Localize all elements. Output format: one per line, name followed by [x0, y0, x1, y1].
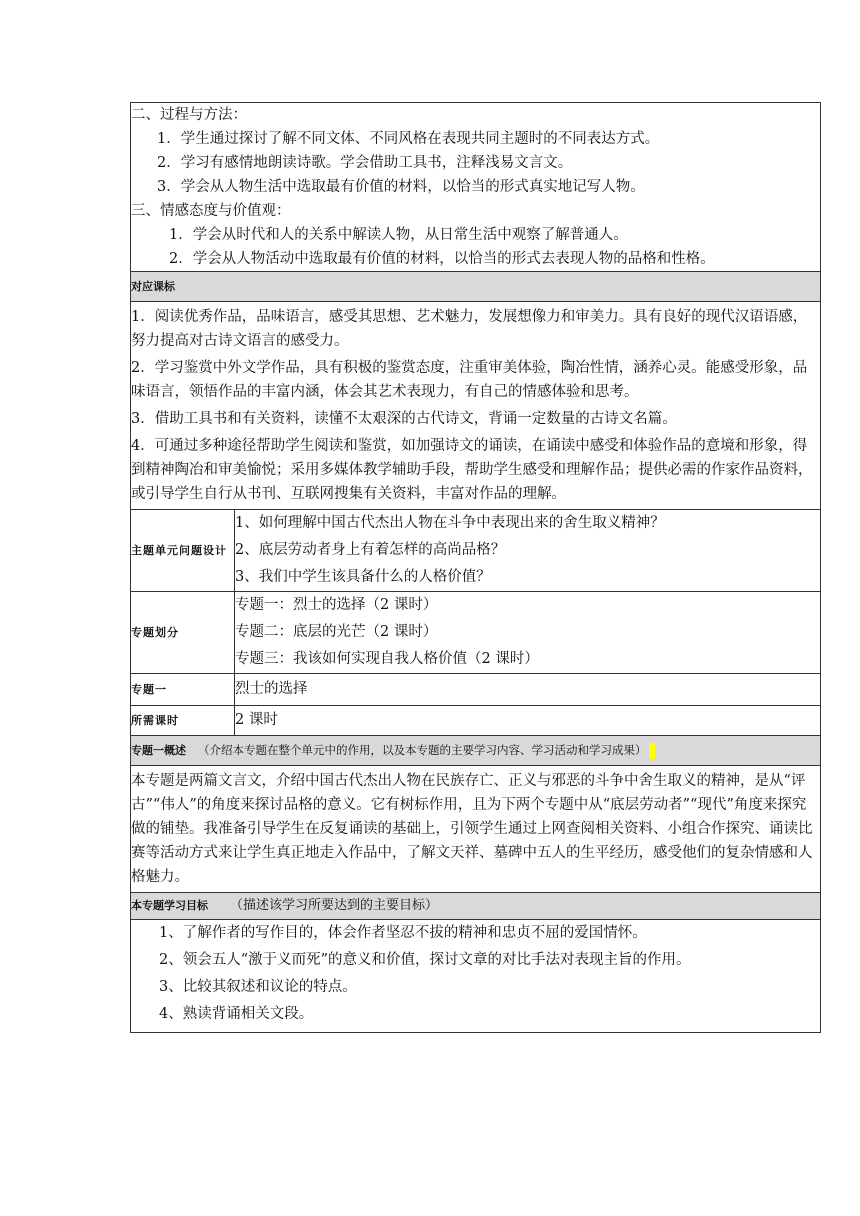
- objectives-row: [131, 920, 821, 1033]
- goals-row: [131, 103, 821, 272]
- topic-one-label: 专题一: [131, 674, 235, 706]
- question-item: 3、我们中学生该具备什么的人格价值？: [235, 569, 491, 585]
- lesson-plan-page: [130, 102, 821, 1033]
- process-heading: 二、过程与方法：: [131, 107, 247, 123]
- standard-item: 2．学习鉴赏中外文学作品，具有积极的鉴赏态度，注重审美体验，陶冶性情，涵养心灵。能感受形象，品味语言，领悟作品的丰富内涵，体会其艺术表现力，有自己的情感体验和思考。: [131, 360, 808, 400]
- topic-one-value: 烈士的选择: [235, 674, 821, 706]
- lesson-plan-table: [130, 102, 821, 1033]
- objective-item: 3、比较其叙述和议论的特点。: [159, 979, 357, 995]
- objective-item: 2、领会五人“激于义而死”的意义和价值，探讨文章的对比手法对表现主旨的作用。: [159, 952, 691, 968]
- goals-cell: [131, 103, 821, 272]
- question-item: 2、底层劳动者身上有着怎样的高尚品格？: [235, 542, 506, 558]
- objectives-header-row: [131, 893, 821, 920]
- standards-header: 对应课标: [131, 272, 821, 302]
- unit-questions-label: 主题单元问题设计: [131, 510, 235, 592]
- topic-division-row: [131, 592, 821, 674]
- overview-header-row: [131, 736, 821, 766]
- emotion-item: 1．学会从时代和人的关系中解读人物，从日常生活中观察了解普通人。: [169, 227, 628, 243]
- overview-note: （介绍本专题在整个单元中的作用，以及本专题的主要学习内容、学习活动和学习成果）: [198, 743, 647, 757]
- overview-text: 本专题是两篇文言文，介绍中国古代杰出人物在民族存亡、正义与邪恶的斗争中舍生取义的精神，是从“评古”“伟人”的角度来探讨品格的意义。它有树标作用，且为下两个专题中从“底层劳动者”“现代”角度来探究做的铺垫。我准备引导学生在反复诵读的基础上，引领学生通过上网查阅相关资料、小组合作探究、诵读比赛等活动方式来让学生真正地走入作品中，了解文天祥、墓碑中五人的生平经历，感受他们的复杂情感和人格魅力。: [131, 773, 813, 885]
- topic-item: 专题三：我该如何实现自我人格价值（2 课时）: [235, 651, 539, 667]
- question-item: 1、如何理解中国古代杰出人物在斗争中表现出来的舍生取义精神？: [235, 515, 665, 531]
- standard-item: 4．可通过多种途径帮助学生阅读和鉴赏，如加强诗文的诵读，在诵读中感受和体验作品的意境和形象，得到精神陶冶和审美愉悦；采用多媒体教学辅助手段，帮助学生感受和理解作品；提供必需的作家作品资料，或引导学生自行从书刊、互联网搜集有关资料，丰富对作品的理解。: [131, 438, 813, 502]
- objectives-label: 本专题学习目标: [131, 899, 208, 912]
- process-item: 1．学生通过探讨了解不同文体、不同风格在表现共同主题时的不同表达方式。: [157, 131, 660, 147]
- overview-row: [131, 766, 821, 893]
- overview-label: 专题一概述: [131, 744, 186, 757]
- objectives-note: （描述该学习所要达到的主要目标）: [230, 898, 439, 913]
- topic-item: 专题二：底层的光芒（2 课时）: [235, 624, 438, 640]
- hours-label: 所需课时: [131, 706, 235, 736]
- standards-row: [131, 302, 821, 510]
- standard-item: 1．阅读优秀作品，品味语言，感受其思想、艺术魅力，发展想像力和审美力。具有良好的现代汉语语感，努力提高对古诗文语言的感受力。: [131, 309, 808, 349]
- process-item: 3．学会从人物生活中选取最有价值的材料，以恰当的形式真实地记写人物。: [157, 179, 645, 195]
- overview-cell: [131, 766, 821, 893]
- objectives-header: [131, 893, 821, 920]
- topic-division-label: 专题划分: [131, 592, 235, 674]
- hours-value: 2 课时: [235, 706, 821, 736]
- topic-one-row: [131, 674, 821, 706]
- unit-questions-row: [131, 510, 821, 592]
- unit-questions-cell: [235, 510, 821, 592]
- objectives-cell: [131, 920, 821, 1033]
- topic-item: 专题一：烈士的选择（2 课时）: [235, 597, 438, 613]
- standards-header-row: [131, 272, 821, 302]
- overview-header: [131, 736, 821, 766]
- objective-item: 4、熟读背诵相关文段。: [159, 1006, 314, 1022]
- emotion-item: 2．学会从人物活动中选取最有价值的材料，以恰当的形式去表现人物的品格和性格。: [169, 251, 715, 267]
- hours-row: [131, 706, 821, 736]
- emotion-heading: 三、情感态度与价值观：: [131, 203, 291, 219]
- standards-cell: [131, 302, 821, 510]
- highlight-mark: [649, 743, 655, 759]
- objective-item: 1、了解作者的写作目的，体会作者坚忍不拔的精神和忠贞不屈的爱国情怀。: [159, 925, 647, 941]
- topic-division-cell: [235, 592, 821, 674]
- standard-item: 3．借助工具书和有关资料，读懂不太艰深的古代诗文，背诵一定数量的古诗文名篇。: [131, 411, 677, 427]
- process-item: 2．学习有感情地朗读诗歌。学会借助工具书，注释浅易文言文。: [157, 155, 573, 171]
